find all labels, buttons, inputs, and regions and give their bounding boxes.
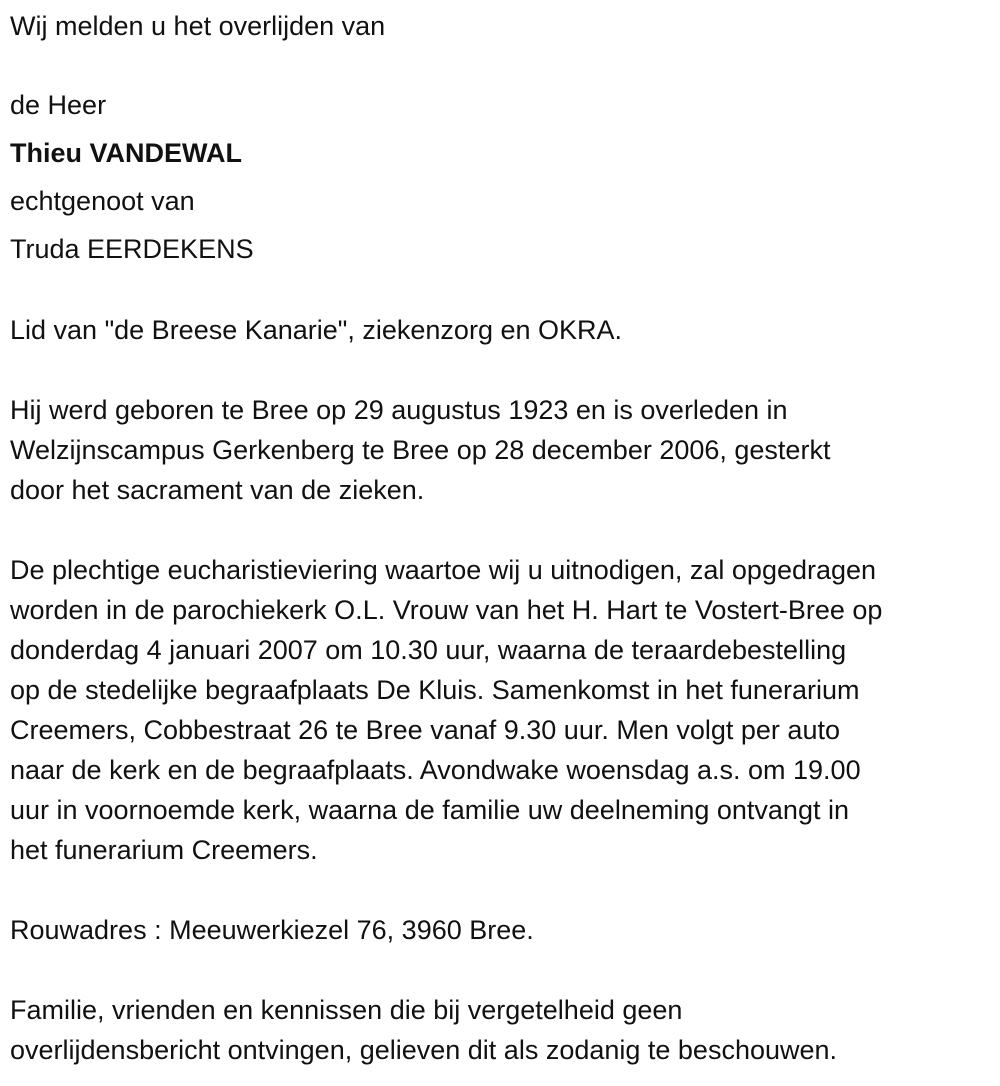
membership-text: Lid van "de Breese Kanarie", ziekenzorg en OKRA. [10, 315, 623, 345]
birth-death-line: door het sacrament van de zieken. [10, 475, 425, 505]
closing-line: Familie, vrienden en kennissen die bij vergetelheid geen [10, 995, 683, 1025]
ceremony-line: het funerarium Creemers. [10, 835, 318, 865]
deceased-name: Thieu VANDEWAL [10, 138, 242, 168]
ceremony-line: worden in de parochiekerk O.L. Vrouw van het H. Hart te Vostert-Bree op [10, 595, 883, 625]
ceremony-line: De plechtige eucharistieviering waartoe wij u uitnodigen, zal opgedragen [10, 555, 877, 585]
ceremony-line: uur in voornoemde kerk, waarna de familie uw deelneming ontvangt in [10, 795, 849, 825]
birth-death-line: Welzijnscampus Gerkenberg te Bree op 28 december 2006, gesterkt [10, 435, 831, 465]
intro-text: Wij melden u het overlijden van [10, 11, 386, 41]
spouse-name: Truda EERDEKENS [10, 234, 254, 264]
ceremony-line: op de stedelijke begraafplaats De Kluis. Samenkomst in het funerarium [10, 675, 860, 705]
title-text: de Heer [10, 90, 107, 120]
ceremony-line: naar de kerk en de begraafplaats. Avondwake woensdag a.s. om 19.00 [10, 755, 861, 785]
birth-death-line: Hij werd geboren te Bree op 29 augustus 1923 en is overleden in [10, 395, 788, 425]
relation-text: echtgenoot van [10, 186, 195, 216]
ceremony-line: donderdag 4 januari 2007 om 10.30 uur, waarna de teraardebestelling [10, 635, 847, 665]
closing-line: overlijdensbericht ontvingen, gelieven dit als zodanig te beschouwen. [10, 1035, 838, 1065]
address-text: Rouwadres : Meeuwerkiezel 76, 3960 Bree. [10, 915, 534, 945]
ceremony-line: Creemers, Cobbestraat 26 te Bree vanaf 9.30 uur. Men volgt per auto [10, 715, 840, 745]
